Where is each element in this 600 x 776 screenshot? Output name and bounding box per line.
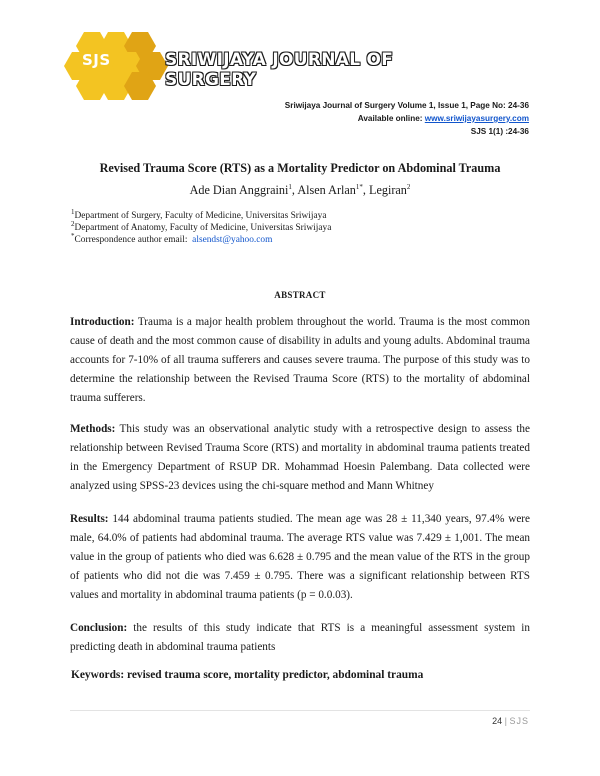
journal-masthead bbox=[62, 30, 482, 110]
author-sup: 2 bbox=[406, 183, 411, 191]
author-separator: , bbox=[362, 183, 369, 198]
author-name: Alsen Arlan bbox=[297, 183, 356, 198]
article-title: Revised Trauma Score (RTS) as a Mortality Predictor on Abdominal Trauma bbox=[99, 161, 501, 175]
correspondence-email-link[interactable]: alsendst@yahoo.com bbox=[192, 235, 273, 246]
footer-separator: | bbox=[504, 716, 507, 726]
page-number: 24 bbox=[492, 716, 503, 726]
introduction-label: Introduction: bbox=[70, 316, 135, 328]
correspondence bbox=[71, 231, 272, 247]
results-text: 144 abdominal trauma patients studied. The mean age was 28 ± 11,340 years, 97.4% were male, 64.0% of patients had abdominal trauma. The average RTS value was 7.429 ± 1,001. The mean value in the group of patients who died was 6.628 ± 0.795 and the mean value of the RTS in the group of patients who did not die was 7.459 ± 0.795. There was a significant relationship between RTS values and mortality in abdominal trauma patients (p = 0.0.03). bbox=[70, 513, 530, 601]
author-separator: , bbox=[291, 183, 298, 198]
author-list bbox=[0, 183, 600, 198]
footer-divider bbox=[70, 710, 530, 711]
author-name: Ade Dian Anggraini bbox=[189, 183, 289, 198]
available-label: Available online: bbox=[357, 114, 423, 123]
affiliation-sup: 2 bbox=[71, 220, 75, 228]
results-label: Results: bbox=[70, 513, 109, 525]
journal-url-link[interactable]: www.sriwijayasurgery.com bbox=[424, 114, 529, 123]
methods-text: This study was an observational analytic study with a retrospective design to assess the relationship between Revised Trauma Score (RTS) and mortality in abdominal trauma patients treated in the Emergency Department of RSUP DR. Mohammad Hoesin Palembang. Data collected were analyzed using SPSS-23 devices using the chi-square method and Mann Whitney bbox=[70, 423, 530, 492]
short-reference: SJS 1(1) :24-36 bbox=[470, 127, 529, 136]
hexagon-logo-icon bbox=[62, 30, 172, 110]
journal-name: SRIWIJAYA JOURNAL OF SURGERY bbox=[165, 50, 394, 90]
page-footer bbox=[492, 716, 529, 726]
citation-line: Sriwijaya Journal of Surgery Volume 1, Issue 1, Page No: 24-36 bbox=[284, 101, 529, 110]
affiliation-text: Department of Anatomy, Faculty of Medicine, Universitas Sriwijaya bbox=[74, 223, 332, 234]
affiliation-text: Department of Surgery, Faculty of Medicine, Universitas Sriwijaya bbox=[74, 211, 327, 222]
conclusion-text: the results of this study indicate that RTS is a meaningful assessment system in predicting death in abdominal trauma patients bbox=[70, 622, 530, 653]
abstract-conclusion bbox=[70, 619, 530, 657]
conclusion-label: Conclusion: bbox=[70, 622, 128, 634]
keywords: Keywords: revised trauma score, mortality predictor, abdominal trauma bbox=[71, 669, 424, 681]
abstract-introduction bbox=[70, 313, 530, 408]
correspondence-sup: * bbox=[71, 232, 75, 240]
correspondence-label: Correspondence author email: bbox=[74, 235, 188, 246]
methods-label: Methods: bbox=[70, 423, 116, 435]
logo-abbreviation: SJS bbox=[82, 51, 111, 69]
author-name: Legiran bbox=[369, 183, 407, 198]
abstract-methods bbox=[70, 420, 530, 496]
author-sup: 1 bbox=[288, 183, 292, 191]
affiliation-sup: 1 bbox=[71, 208, 75, 216]
abstract-results bbox=[70, 510, 530, 605]
introduction-text: Trauma is a major health problem throughout the world. Trauma is the most common cause of death and the most common cause of disability in adults and young adults. Abdominal trauma accounts for 7-10% of all trauma sufferers and causes severe trauma. The purpose of this study was to determine the relationship between the Revised Trauma Score (RTS) to the mortality of abdominal trauma sufferers. bbox=[70, 316, 530, 404]
availability-line bbox=[358, 114, 529, 123]
author-sup: 1* bbox=[355, 183, 363, 191]
abstract-heading: ABSTRACT bbox=[274, 290, 326, 300]
footer-journal: SJS bbox=[509, 716, 529, 726]
